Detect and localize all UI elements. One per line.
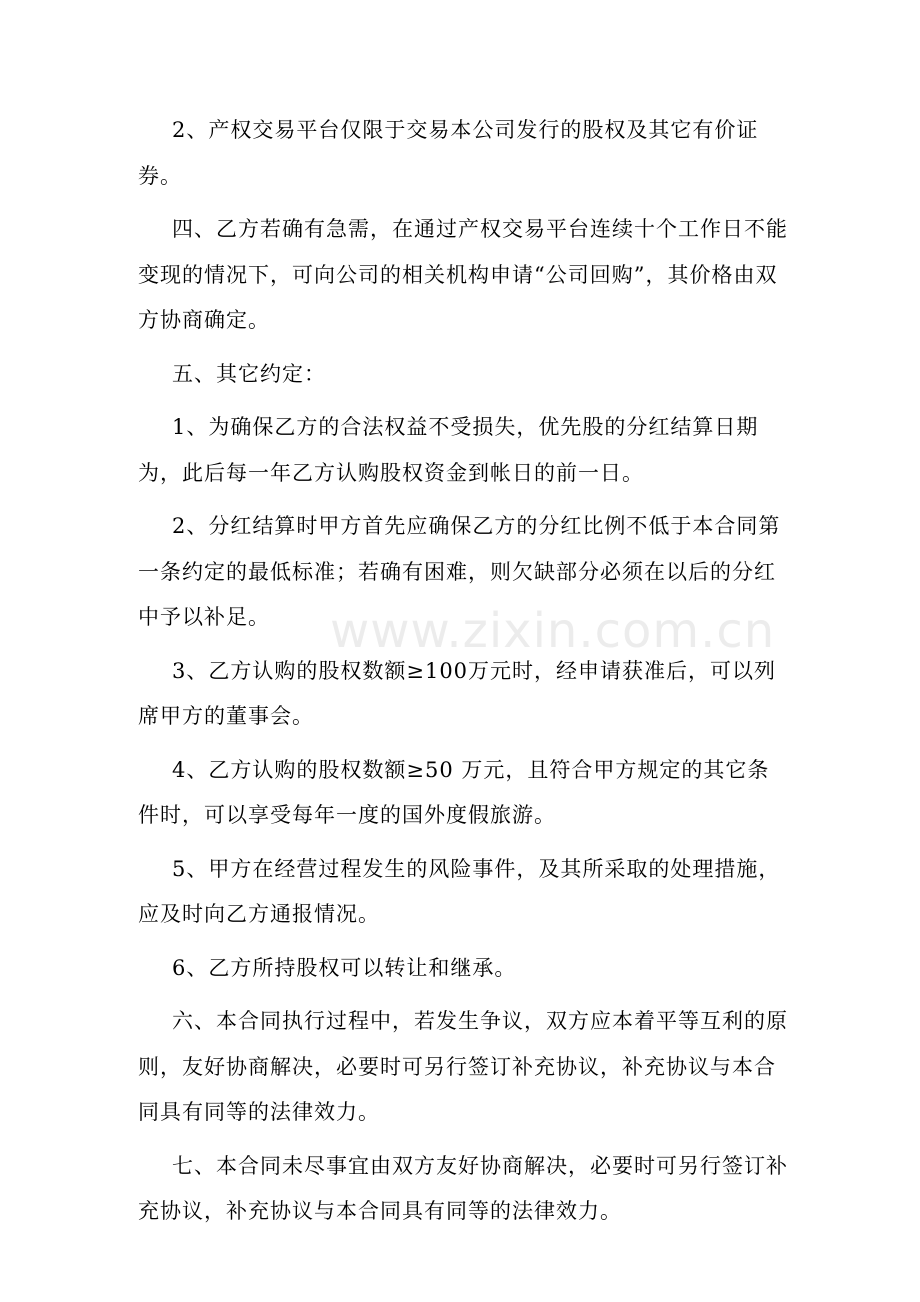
- paragraph-section-seven: 七、本合同未尽事宜由双方友好协商解决，必要时可另行签订补充协议，补充协议与本合同具有同等的法律效力。: [138, 1153, 788, 1223]
- paragraph-dividend-ratio: 2、分红结算时甲方首先应确保乙方的分红比例不低于本合同第一条约定的最低标准；若确有困难，则欠缺部分必须在以后的分红中予以补足。: [138, 514, 781, 629]
- paragraph-section-four: 四、乙方若确有急需，在通过产权交易平台连续十个工作日不能变现的情况下，可向公司的相关机构申请“公司回购”，其价格由双方协商确定。: [138, 217, 788, 332]
- paragraph-risk-reporting: 5、甲方在经营过程发生的风险事件，及其所采取的处理措施，应及时向乙方通报情况。: [138, 856, 781, 926]
- paragraph-vacation-benefit: 4、乙方认购的股权数额≥50 万元，且符合甲方规定的其它条件时，可以享受每年一度的国外度假旅游。: [138, 757, 770, 827]
- paragraph-board-attendance: 3、乙方认购的股权数额≥100万元时，经申请获准后，可以列席甲方的董事会。: [138, 658, 777, 728]
- paragraph-equity-platform: 2、产权交易平台仅限于交易本公司发行的股权及其它有价证券。: [138, 118, 759, 188]
- paragraph-section-six: 六、本合同执行过程中，若发生争议，双方应本着平等互利的原则，友好协商解决，必要时可另行签订补充协议，补充协议与本合同具有同等的法律效力。: [138, 1009, 788, 1124]
- watermark-text: www.zixin.com.cn: [330, 603, 776, 659]
- paragraph-dividend-date: 1、为确保乙方的合法权益不受损失，优先股的分红结算日期为，此后每一年乙方认购股权资金到帐日的前一日。: [138, 415, 759, 485]
- paragraph-transfer-inheritance: 6、乙方所持股权可以转让和继承。: [172, 955, 517, 980]
- document-body: [138, 108, 788, 1243]
- paragraph-section-five-heading: 五、其它约定：: [172, 361, 326, 386]
